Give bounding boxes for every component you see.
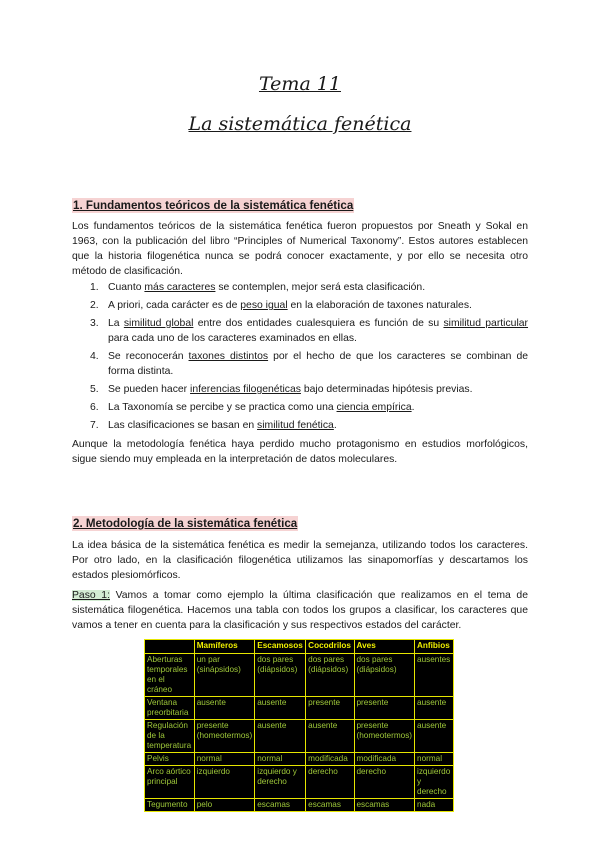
table-row-header: Tegumento [145,799,195,812]
list-item [72,418,528,433]
table-cell: ausente [255,697,306,720]
table-cell: escamas [255,799,306,812]
table-cell: ausente [415,697,454,720]
table-row [145,753,454,766]
table-column-header: Mamíferos [194,640,255,654]
table-cell: derecho [306,766,354,799]
table-cell: ausente [415,720,454,753]
list-text: Se reconocerán [108,351,189,362]
list-text: Las clasificaciones se basan en [108,420,258,431]
table-cell: ausente [255,720,306,753]
table-cell: dos pares (diápsidos) [306,654,354,697]
table-cell: derecho [354,766,415,799]
list-text: Cuanto [108,282,145,293]
table-cell: dos pares (diápsidos) [255,654,306,697]
list-text: . [333,420,337,431]
list-text: en la elaboración de taxones naturales. [287,300,472,311]
table-cell: presente (homeotermos) [194,720,255,753]
list-number: 4. [90,351,99,362]
list-number: 5. [90,384,99,395]
underlined-term: taxones distintos [188,351,269,362]
table-row [145,697,454,720]
table-cell: escamas [306,799,354,812]
table-column-header: Cocodrilos [306,640,354,654]
list-text: entre dos entidades cualesquiera es función de su [193,318,444,329]
table-cell: izquierdo y derecho [255,766,306,799]
table-row-header: Pelvis [145,753,195,766]
table-cell: normal [415,753,454,766]
table-row-header: Regulación de la temperatura [145,720,195,753]
table-cell: nada [415,799,454,812]
table-cell: modificada [354,753,415,766]
list-number: 3. [90,318,99,329]
underlined-term: similitud global [123,318,194,329]
underlined-term: más caracteres [144,282,216,293]
paso-1-label: Paso 1: [72,590,110,601]
table-cell: un par (sinápsidos) [194,654,255,697]
underlined-term: peso igual [240,300,288,311]
section-1-heading: 1. Fundamentos teóricos de la sistemática fenética [73,199,354,212]
list-number: 7. [90,420,99,431]
underlined-term: inferencias filogenéticas [190,384,301,395]
list-item [72,280,528,295]
list-text: La Taxonomía se percibe y se practica como una [108,402,337,413]
title-line-1: Tema 11 [258,73,341,95]
table-cell: presente [354,697,415,720]
paso-1-text: Vamos a tomar como ejemplo la última clasificación que realizamos en el tema de sistemática filogenética. Hacemos una tabla con todos los grupos a clasificar, los caracteres que vamos a tener en cuenta para la clasificación y sus respectivos estados del carácter. [72,590,528,631]
table-cell: ausente [306,720,354,753]
section-1-intro: Los fundamentos teóricos de la sistemática fenética fueron propuestos por Sneath y Sokal en 1963, con la publicación del libro “Principles of Numerical Taxonomy”. Estos autores establecen que la historia filogenética nunca se podrá conocer exactamente, y por ello se necesita otro método de clasificación. [72,221,528,277]
list-text: para cada uno de los caracteres examinados en ellas. [108,333,357,344]
underlined-term: similitud particular [443,318,529,329]
list-text: Se pueden hacer [108,384,191,395]
table-header-row [145,640,454,654]
table-row [145,720,454,753]
list-text: por el hecho de que los caracteres se combinan de forma distinta. [108,351,529,377]
table-row [145,654,454,697]
table-cell: normal [255,753,306,766]
paso-1-paragraph [72,588,528,633]
table-cell: normal [194,753,255,766]
table-corner-cell [145,640,195,654]
table-cell: modificada [306,753,354,766]
list-text: . [411,402,415,413]
table-cell: dos pares (diápsidos) [354,654,415,697]
list-item [72,400,528,415]
list-text: A priori, cada carácter es de [108,300,241,311]
table-cell: izquierdo y derecho [415,766,454,799]
table-column-header: Escamosos [255,640,306,654]
list-item [72,316,528,346]
list-number: 2. [90,300,99,311]
table-cell: escamas [354,799,415,812]
list-text: La [108,318,124,329]
table-row-header: Ventana preorbitaria [145,697,195,720]
table-cell: ausente [194,697,255,720]
title-line-2: La sistemática fenética [188,113,412,135]
list-item [72,382,528,397]
table-cell: ausentes [415,654,454,697]
table-column-header: Aves [354,640,415,654]
underlined-term: similitud fenética [257,420,334,431]
section-1-closing: Aunque la metodología fenética haya perdido mucho protagonismo en estudios morfológicos, sigue siendo muy empleada en la interpretación de datos moleculares. [72,439,528,465]
principles-list [72,280,528,436]
section-2-heading: 2. Metodología de la sistemática fenética [73,517,298,530]
table-cell: pelo [194,799,255,812]
table-row [145,799,454,812]
table-cell: izquierdo [194,766,255,799]
section-2-intro: La idea básica de la sistemática fenética es medir la semejanza, utilizando todos los caracteres. Por otro lado, en la clasificación filogenética utilizamos las sinapomorfías y descartamos los estados plesiomórficos. [72,540,528,581]
list-item [72,298,528,313]
table-row-header: Aberturas temporales en el cráneo [145,654,195,697]
list-number: 1. [90,282,99,293]
table-row-header: Arco aórtico principal [145,766,195,799]
table-cell: presente [306,697,354,720]
table-column-header: Anfibios [415,640,454,654]
list-item [72,349,528,379]
list-text: se contemplen, mejor será esta clasificación. [215,282,426,293]
underlined-term: ciencia empírica [336,402,412,413]
list-text: bajo determinadas hipótesis previas. [300,384,473,395]
table-cell: presente (homeotermos) [354,720,415,753]
character-table [144,639,454,812]
list-number: 6. [90,402,99,413]
table-row [145,766,454,799]
